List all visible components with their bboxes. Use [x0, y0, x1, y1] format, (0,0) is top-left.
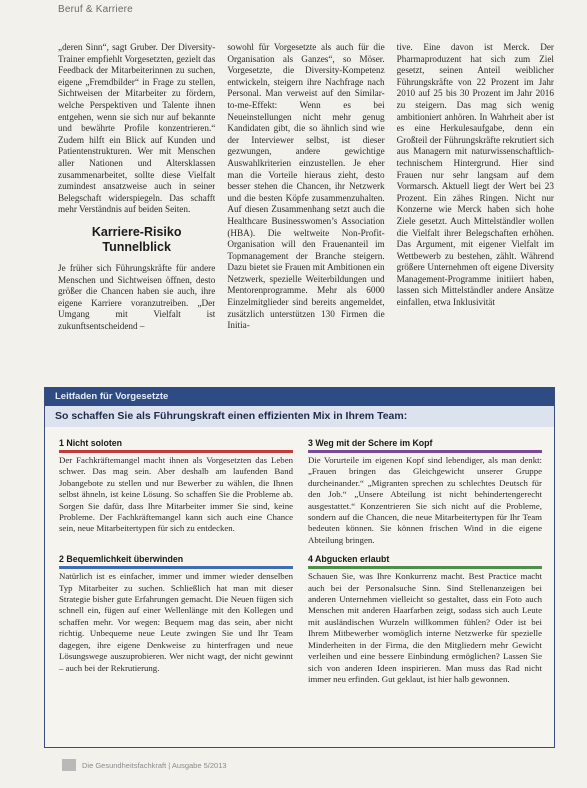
article-column-1 [58, 42, 215, 360]
guide-item [308, 554, 542, 685]
article-paragraph: tive. Eine davon ist Merck. Der Pharmaproduzent hat sich zum Ziel gesetzt, seinen Anteil weiblicher Führungskräfte von 22 Prozent im Jahr 2010 auf 25 bis 30 Prozent im Jahr 2016 zu steigern. Das mag sich wenig ambitioniert anhören. In Wahrheit aber ist es eine Herkulesaufgabe, denn ein Großteil der Führungskräfte rekrutiert sich aus Managern mit naturwissenschaftlich-technischem Hintergrund. Hier sind Frauen nur sehr langsam auf dem Vormarsch. Aktuell liegt der Wert bei 23 Prozent. Ein zähes Ringen. Nicht nur Konzerne wie Merck haben sich hohe Ziele gesetzt. Auch Mittelständler wollen die Vielfalt ihrer Belegschaften erhöhen. Das Argument, mit eigener Vielfalt im Wettbewerb zu bestehen, zählt. Während größere Unternehmen oft eigene Diversity Management-Programme initiiert haben, lassen sich Mittelständler andere Ansätze einfallen, etwa Inklusivität [396, 42, 554, 308]
guide-item-title: 2 Bequemlichkeit überwinden [59, 554, 293, 569]
section-label: Beruf & Karriere [58, 4, 133, 15]
guide-item-title: 4 Abgucken erlaubt [308, 554, 542, 569]
article-paragraph: „deren Sinn“, sagt Gruber. Der Diversity-Trainer empfiehlt Vorgesetzten, gezielt das Feedback der Mitarbeiterinnen zu suchen, eigene „Fremdbilder“ in Frage zu stellen, Sichtweisen der Mitarbeiter zu fördern, welche Perspektiven und Talente ihnen entgehen, wenn sie sich nur auf bekannte und bewährte Profile konzentrieren.“ Zudem hilft ein Blick auf Kunden und Patientenstrukturen. Wer mit Menschen aller Nationen und Altersklassen zusammenarbeitet, sollte diese Vielfalt zumindest ansatzweise auch in seiner Belegschaft widerspiegeln. Das schafft mehr Verständnis auf beiden Seiten. [58, 42, 216, 215]
article-subheading: Karriere-Risiko Tunnelblick [91, 224, 182, 254]
guide-item-text: Der Fachkräftemangel macht ihnen als Vorgesetzten das Leben schwer. Das mag sein. Aber deshalb am laufenden Band Jobangebote zu stellen und nur Bewerber zu wählen, die Ihnen selbst ähneln, ist keine Lösung. So schaffen Sie die Probleme ab. Sorgen Sie dafür, dass Ihre Mitarbeiter immer Sie sind, keine Probleme. Der Fachkräftemangel kann sich auch eine Chance sein, neue Mitarbeitertypen für sich zu entdecken. [59, 455, 293, 534]
guide-box-header: Leitfaden für Vorgesetzte [45, 388, 554, 406]
page-number-block [62, 759, 76, 771]
article-column-2 [227, 42, 384, 360]
guide-item-text: Natürlich ist es einfacher, immer und immer wieder denselben Typ Mitarbeiter zu suchen. Schließlich hat man mit dieser Strategie bisher gute Erfahrungen gemacht. Die Neuen fügen sich schnell ein, fügen auf einer Wellenlänge mit den Kollegen und schaffen mehr. Vor wegen: Bequem mag das sein, aber nicht richtig. Unbequeme neue Leute zwingen Sie und Ihr Team dagegen, ihre eigene Denkweise zu hinterfragen und neue Lösungswege auszuprobieren. Wer nicht wagt, der nicht gewinnt – auch bei der Rekrutierung. [59, 571, 293, 673]
guide-item-text: Schauen Sie, was Ihre Konkurrenz macht. Best Practice macht auch bei der Personalsuche Sinn. Sind Stellenanzeigen bei anderen Unternehmen vielleicht so gestaltet, dass ein Foto auch Menschen mit anderen Haarfarben zeigt, sodass sich auch Leute mit ausländischen Wurzeln willkommen fühlen? Oder ist bei Ihrem Mitbewerber womöglich interne Netzwerke für spezielle Minderheiten in der Firma, die den Mitgliedern mehr Gewicht verleihen und eine bessere Einbindung ermöglichen? Lassen Sie sich von anderen Ideen inspirieren. Man muss das Rad nicht immer neu erfinden. Gut geklaut, ist hier halb gewonnen. [308, 571, 542, 684]
guide-grid [59, 438, 542, 685]
guide-item-title: 3 Weg mit der Schere im Kopf [308, 438, 542, 453]
guide-item [59, 554, 293, 685]
guide-box [44, 387, 555, 748]
guide-item-title: 1 Nicht soloten [59, 438, 293, 453]
guide-item [59, 438, 293, 546]
footer-text: Die Gesundheitsfachkraft | Ausgabe 5/2013 [82, 760, 227, 770]
article-column-3 [397, 42, 554, 360]
guide-item-text: Die Vorurteile im eigenen Kopf sind lebendiger, als man denkt: „Frauen bringen das Gleichgewicht unserer Gruppe durcheinander.“ „Migranten sprechen zu schlechtes Deutsch für den Job.“ „Unsere Abteilung ist nicht behindertengerecht ausgestattet.“ Konzentrieren Sie sich nicht auf die Probleme, sondern auf die Chancen, die neue Mitarbeitertypen für Ihr Team bedeuten können. Sie können frischen Wind in die eigene Abteilung bringen. [308, 455, 542, 545]
article-paragraph: Je früher sich Führungskräfte für andere Menschen und Sichtweisen öffnen, desto größer die Chancen haben sie auch, ihre eigene Karriere voranzutreiben. „Der Umgang mit Vielfalt ist zukunftsentscheidend – [58, 262, 216, 331]
page-footer [62, 759, 227, 771]
article-paragraph: sowohl für Vorgesetzte als auch für die Organisation als Ganzes“, so Möser. Vorgesetzte, die Diversity-Kompetenz entwickeln, steigern ihre Nachfrage nach Personal. Man verweist auf den Similar-to-me-Effekt: Wenn es bei Neueinstellungen nicht mehr genug Kandidaten gibt, die so ähnlich sind wie der Interviewer selbst, ist dieser gezwungen, andere gewichtige Auswahlkriterien einzustellen. Je eher man die Vorteile hieraus zieht, desto besser stehen die Chancen, ihr Netzwerk und die besten Köpfe zusammenzuhalten. Auf diesen Zusammenhang setzt auch die Healthcare Businesswomen’s Association (HBA). Die weltweite Non-Profit-Organisation will den Frauenanteil im Topmanagement der Branche steigern. Dazu bietet sie Frauen mit Ambitionen ein Netzwerk, spezielle Weiterbildungen und Mentorenprogramme. Mehr als 6000 Einzelmitglieder sind bereits angemeldet, zusätzlich unterstützen 130 Firmen die Initia- [227, 42, 385, 331]
guide-box-subheader: So schaffen Sie als Führungskraft einen effizienten Mix in Ihrem Team: [45, 406, 554, 427]
guide-item [308, 438, 542, 546]
article-columns [58, 42, 554, 360]
